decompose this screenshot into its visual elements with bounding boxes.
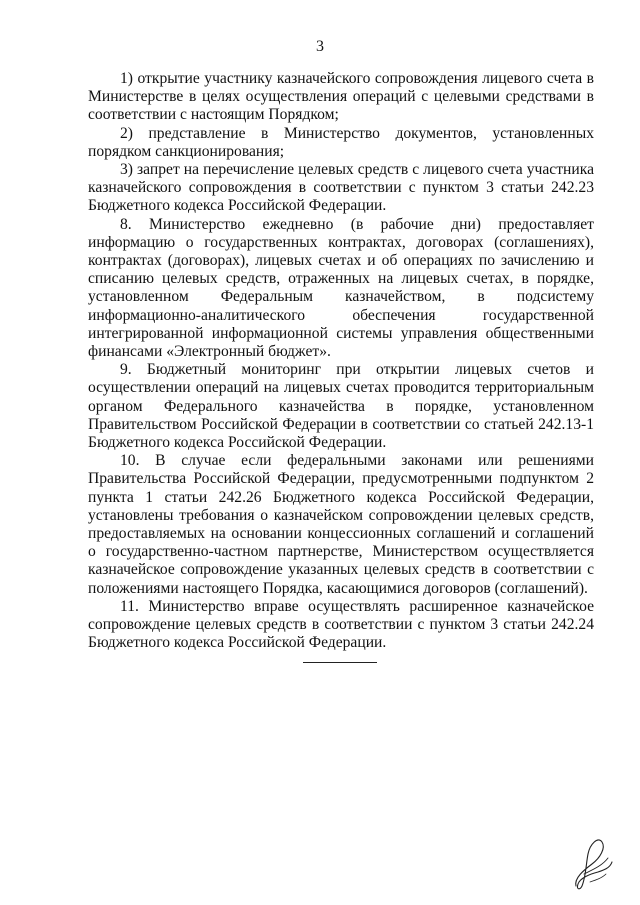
paragraph-8: 8. Министерство ежедневно (в рабочие дни) предоставляет информацию о государственных контрактах, договорах (соглашениях), контрактах (договорах), лицевых счетах и об операциях по зачислению и списанию целевых средств, отраженных на лицевых счетах, в порядке, установленном Федеральным казначейством, в подсистему информационно-аналитического обеспечения государственной интегрированной информационной системы управления общественными финансами «Электронный бюджет». [88,215,594,361]
paragraph-item-3: 3) запрет на перечисление целевых средств с лицевого счета участника казначейского сопровождения в соответствии с пунктом 3 статьи 242.23 Бюджетного кодекса Российской Федерации. [88,161,594,215]
paragraph-10: 10. В случае если федеральными законами или решениями Правительства Российской Федерации, предусмотренными подпунктом 2 пункта 1 статьи 242.26 Бюджетного кодекса Российской Федерации, установлены требования о казначейском сопровождении целевых средств, предоставляемых на основании концессионных соглашений и соглашений о государственно-частном партнерстве, Министерством осуществляется казначейское сопровождение указанных целевых средств в соответствии с положениями настоящего Порядка, касающимися договоров (соглашений). [88,452,594,597]
end-of-text-rule [303,662,377,663]
signature-icon [566,834,618,894]
document-body [88,70,594,653]
paragraph-9: 9. Бюджетный мониторинг при открытии лицевых счетов и осуществлении операций на лицевых счетах проводится территориальным органом Федерального казначейства в порядке, установленном Правительством Российской Федерации в соответствии со статьей 242.13-1 Бюджетного кодекса Российской Федерации. [88,361,594,452]
page-number: 3 [316,38,324,55]
paragraph-item-1: 1) открытие участнику казначейского сопровождения лицевого счета в Министерстве в целях осуществления операций с целевыми средствами в соответствии с настоящим Порядком; [88,70,594,124]
paragraph-item-2: 2) представление в Министерство документов, установленных порядком санкционирования; [88,124,594,160]
paragraph-11: 11. Министерство вправе осуществлять расширенное казначейское сопровождение целевых средств в соответствии с пунктом 3 статьи 242.24 Бюджетного кодекса Российской Федерации. [88,597,594,652]
